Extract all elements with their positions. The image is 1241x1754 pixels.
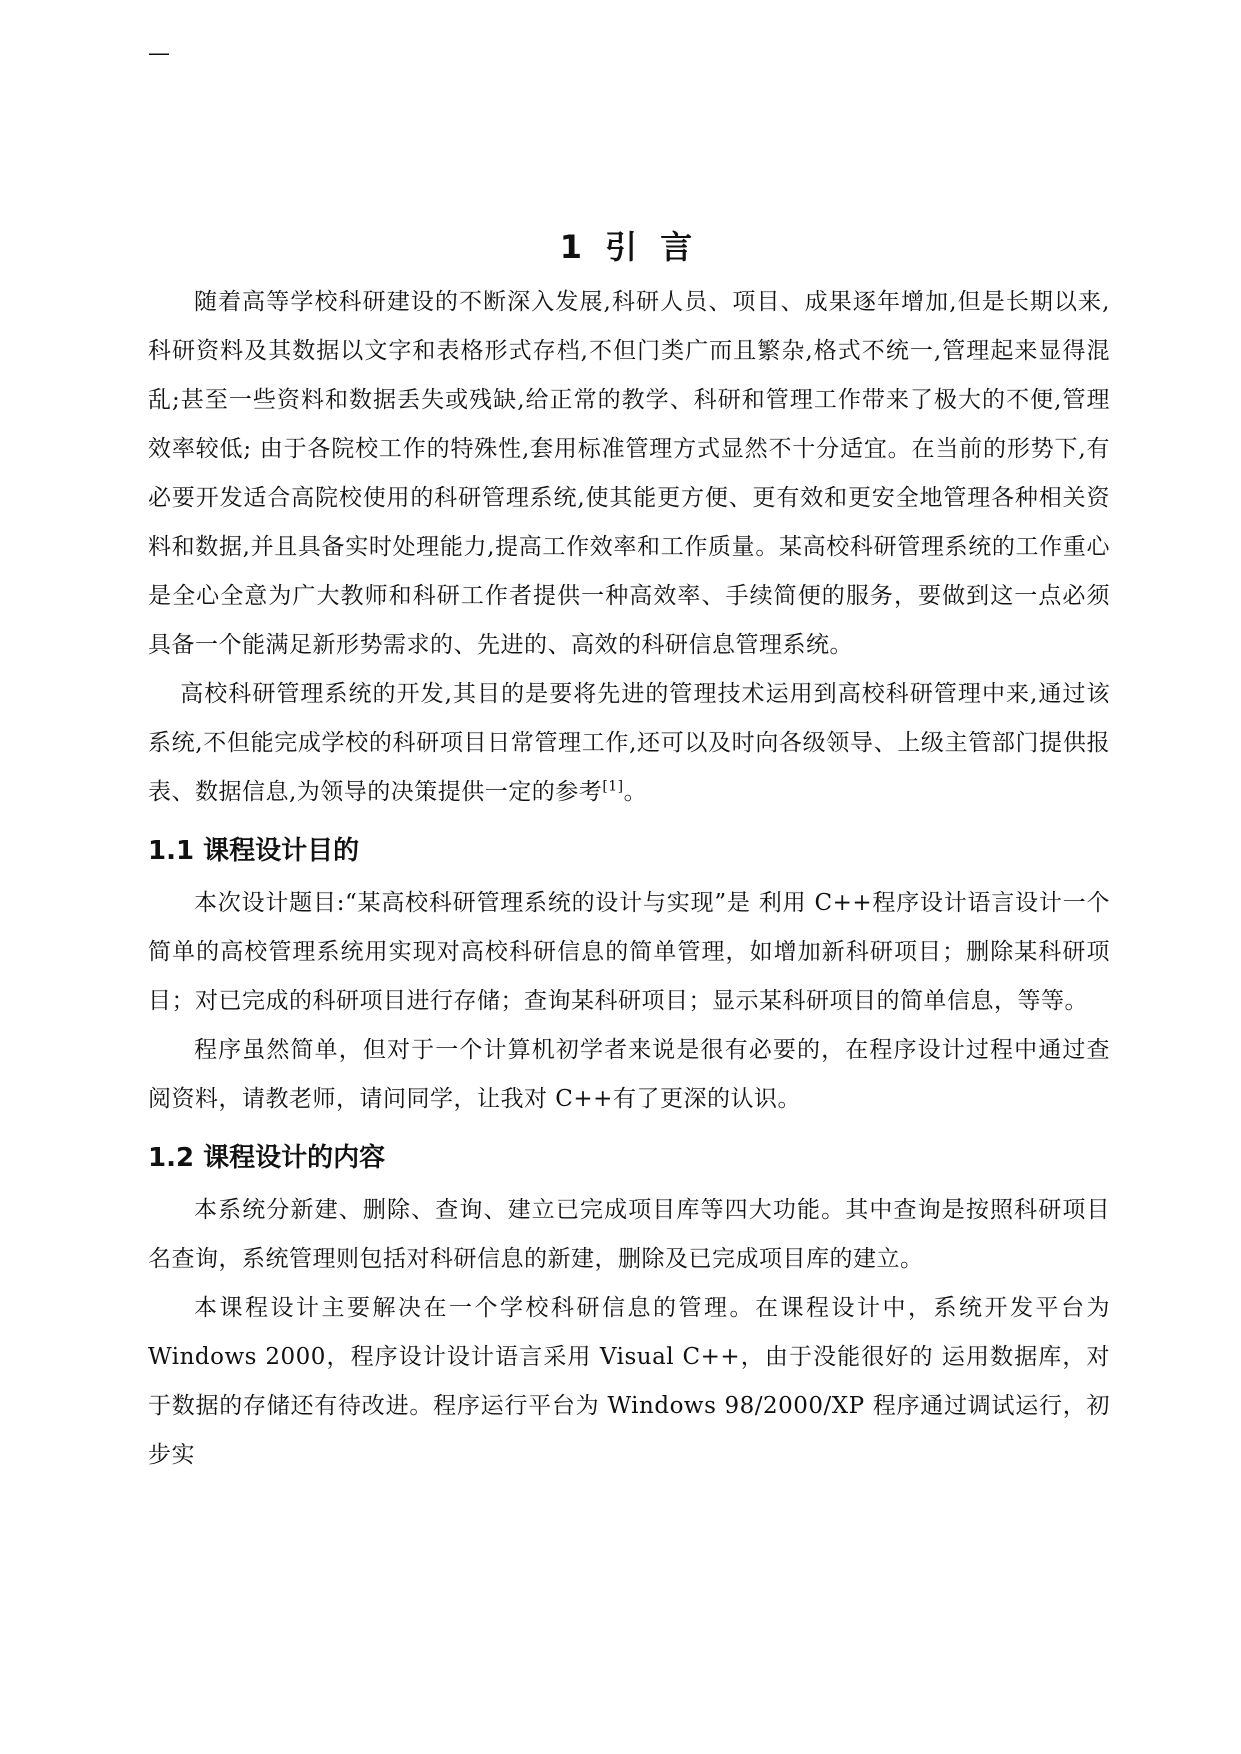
intro-paragraph-1: 随着高等学校科研建设的不断深入发展,科研人员、项目、成果逐年增加,但是长期以来,科研资料及其数据以文字和表格形式存档,不但门类广而且繁杂,格式不统一,管理起来显得混乱;甚至一些资料和数据丢失或残缺,给正常的教学、科研和管理工作带来了极大的不便,管理效率较低; 由于各院校工作的特殊性,套用标准管理方式显然不十分适宜。在当前的形势下,有必要开发适合高院校使用的科研管理系统,使其能更方便、更有效和更安全地管理各种相关资料和数据,并且具备实时处理能力,提高工作效率和工作质量。某高校科研管理系统的工作重心是全心全意为广大教师和科研工作者提供一种高效率、手续简便的服务，要做到这一点必须具备一个能满足新形势需求的、先进的、高效的科研信息管理系统。 bbox=[148, 289, 1110, 658]
chapter-number: 1 bbox=[559, 228, 588, 266]
document-body bbox=[148, 222, 1110, 1480]
section-1-1-heading: 1.1 课程设计目的 bbox=[148, 836, 360, 866]
section-1-2-heading: 1.2 课程设计的内容 bbox=[148, 1143, 386, 1173]
section-1-1-paragraph-1: 本次设计题目:“某高校科研管理系统的设计与实现”是 利用 C++程序设计语言设计一个简单的高校管理系统用实现对高校科研信息的简单管理，如增加新科研项目；删除某科研项目；对已完成的科研项目进行存储；查询某科研项目；显示某科研项目的简单信息，等等。 bbox=[148, 890, 1110, 1014]
intro-paragraph-2-text: 高校科研管理系统的开发,其目的是要将先进的管理技术运用到高校科研管理中来,通过该系统,不但能完成学校的科研项目日常管理工作,还可以及时向各级领导、上级主管部门提供报表、数据信息,为领导的决策提供一定的参考 bbox=[148, 681, 1110, 805]
citation-ref: [1] bbox=[602, 778, 624, 795]
intro-paragraph-2-end: 。 bbox=[623, 779, 648, 805]
header-dash: — bbox=[148, 41, 170, 66]
section-1-1-paragraph-2: 程序虽然简单，但对于一个计算机初学者来说是很有必要的，在程序设计过程中通过查阅资料，请教老师，请问同学，让我对 C++有了更深的认识。 bbox=[148, 1037, 1110, 1112]
section-1-2-paragraph-1: 本系统分新建、删除、查询、建立已完成项目库等四大功能。其中查询是按照科研项目名查询，系统管理则包括对科研信息的新建，删除及已完成项目库的建立。 bbox=[148, 1197, 1110, 1272]
chapter-title-text: 引 言 bbox=[605, 228, 699, 266]
section-1-2-paragraph-2: 本课程设计主要解决在一个学校科研信息的管理。在课程设计中，系统开发平台为 Windows 2000，程序设计设计语言采用 Visual C++，由于没能很好的 运用数据库，对于数据的存储还有待改进。程序运行平台为 Windows 98/2000/XP 程序通过调试运行，初步实 bbox=[148, 1295, 1110, 1468]
chapter-title bbox=[148, 222, 1110, 272]
intro-paragraph-2 bbox=[148, 670, 1110, 817]
